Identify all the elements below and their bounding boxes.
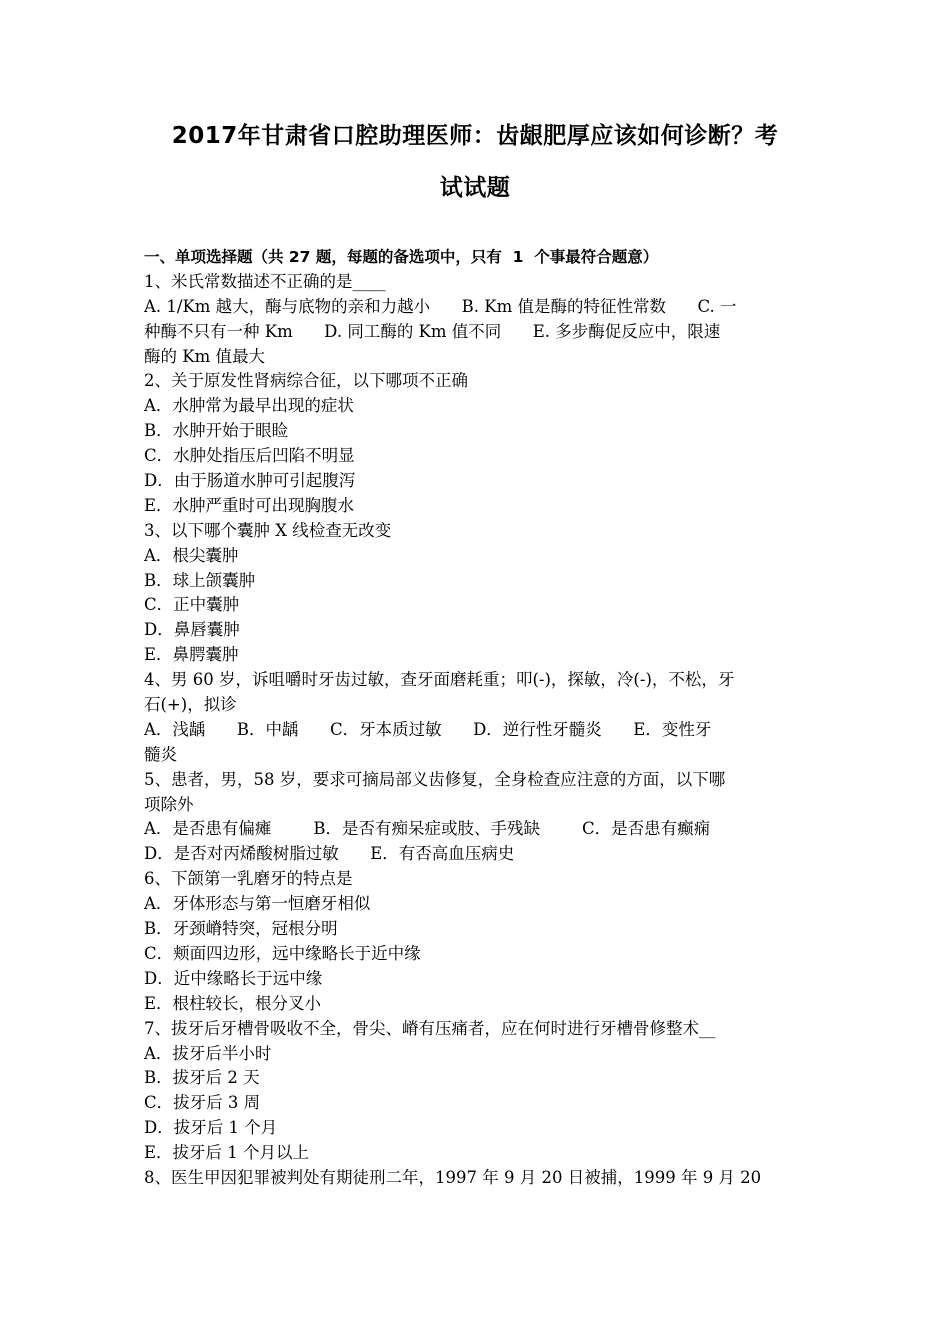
- question-7-option-b: B．拔牙后 2 天: [144, 1068, 260, 1088]
- question-5: 5、患者，男，58 岁，要求可摘局部义齿修复，全身检查应注意的方面，以下哪: [144, 769, 726, 789]
- question-6-option-a: A．牙体形态与第一恒磨牙相似: [144, 894, 371, 914]
- question-4: 4、男 60 岁，诉咀嚼时牙齿过敏，查牙面磨耗重；叩(-)，探敏，冷(-)，不松，牙: [144, 670, 735, 690]
- question-5: 项除外: [144, 794, 194, 814]
- document-body: [144, 245, 810, 1191]
- question-3-option-a: A．根尖囊肿: [144, 545, 239, 565]
- question-6-option-d: D．近中缘略长于远中缘: [144, 968, 323, 988]
- question-3-option-e: E．鼻腭囊肿: [144, 645, 239, 665]
- section-heading: 一、单项选择题（共 27 题，每题的备选项中，只有 1 个事最符合题意）: [144, 248, 659, 266]
- question-2: 2、关于原发性肾病综合征，以下哪项不正确: [144, 371, 468, 391]
- question-2-option-e: E．水肿严重时可出现胸腹水: [144, 495, 355, 515]
- question-2-option-c: C．水肿处指压后凹陷不明显: [144, 446, 355, 466]
- question-4: 石(+)，拟诊: [144, 695, 237, 715]
- document-title-line1: 2017年甘肃省口腔助理医师：齿龈肥厚应该如何诊断？考: [171, 123, 779, 149]
- question-6-option-e: E．根柱较长，根分叉小: [144, 993, 322, 1013]
- question-6-option-c: C．颊面四边形，远中缘略长于近中缘: [144, 943, 421, 963]
- document-title-line2: 试试题: [439, 175, 511, 201]
- question-5-options: D．是否对丙烯酸树脂过敏 E．有否高血压病史: [144, 844, 515, 864]
- question-4-options: A．浅龋 B．中龋 C．牙本质过敏 D．逆行性牙髓炎 E．变性牙: [144, 719, 712, 739]
- question-2-option-d: D．由于肠道水肿可引起腹泻: [144, 471, 356, 491]
- question-7-option-d: D．拔牙后 1 个月: [144, 1118, 278, 1138]
- question-7-option-a: A．拔牙后半小时: [144, 1043, 272, 1063]
- question-3-option-b: B．球上颌囊肿: [144, 570, 256, 590]
- question-2-option-b: B．水肿开始于眼睑: [144, 421, 289, 441]
- question-6-option-b: B．牙颈嵴特突，冠根分明: [144, 919, 338, 939]
- question-1-options: 种酶不只有一种 Km D. 同工酶的 Km 值不同 E. 多步酶促反应中，限速: [144, 321, 721, 341]
- question-1-options: A. 1/Km 越大，酶与底物的亲和力越小 B. Km 值是酶的特征性常数 C. 一: [144, 296, 737, 316]
- question-3: 3、以下哪个囊肿 X 线检查无改变: [144, 520, 392, 540]
- question-1: 1、米氏常数描述不正确的是____: [144, 271, 386, 291]
- question-5-options: A．是否患有偏瘫 B．是否有痴呆症或肢、手残缺 C．是否患有癫痫: [144, 819, 711, 839]
- question-1-options: 酶的 Km 值最大: [144, 346, 265, 366]
- question-3-option-c: C．正中囊肿: [144, 595, 240, 615]
- question-7-option-c: C．拔牙后 3 周: [144, 1093, 261, 1113]
- question-7: 7、拔牙后牙槽骨吸收不全，骨尖、嵴有压痛者，应在何时进行牙槽骨修整术__: [144, 1018, 716, 1038]
- question-2-option-a: A．水肿常为最早出现的症状: [144, 396, 354, 416]
- question-6: 6、下颌第一乳磨牙的特点是: [144, 869, 353, 889]
- question-7-option-e: E．拔牙后 1 个月以上: [144, 1143, 310, 1163]
- question-8: 8、医生甲因犯罪被判处有期徒刑二年，1997 年 9 月 20 日被捕，1999 年 9 月 20: [144, 1167, 762, 1187]
- question-3-option-d: D．鼻唇囊肿: [144, 620, 240, 640]
- question-4-options: 髓炎: [144, 744, 177, 764]
